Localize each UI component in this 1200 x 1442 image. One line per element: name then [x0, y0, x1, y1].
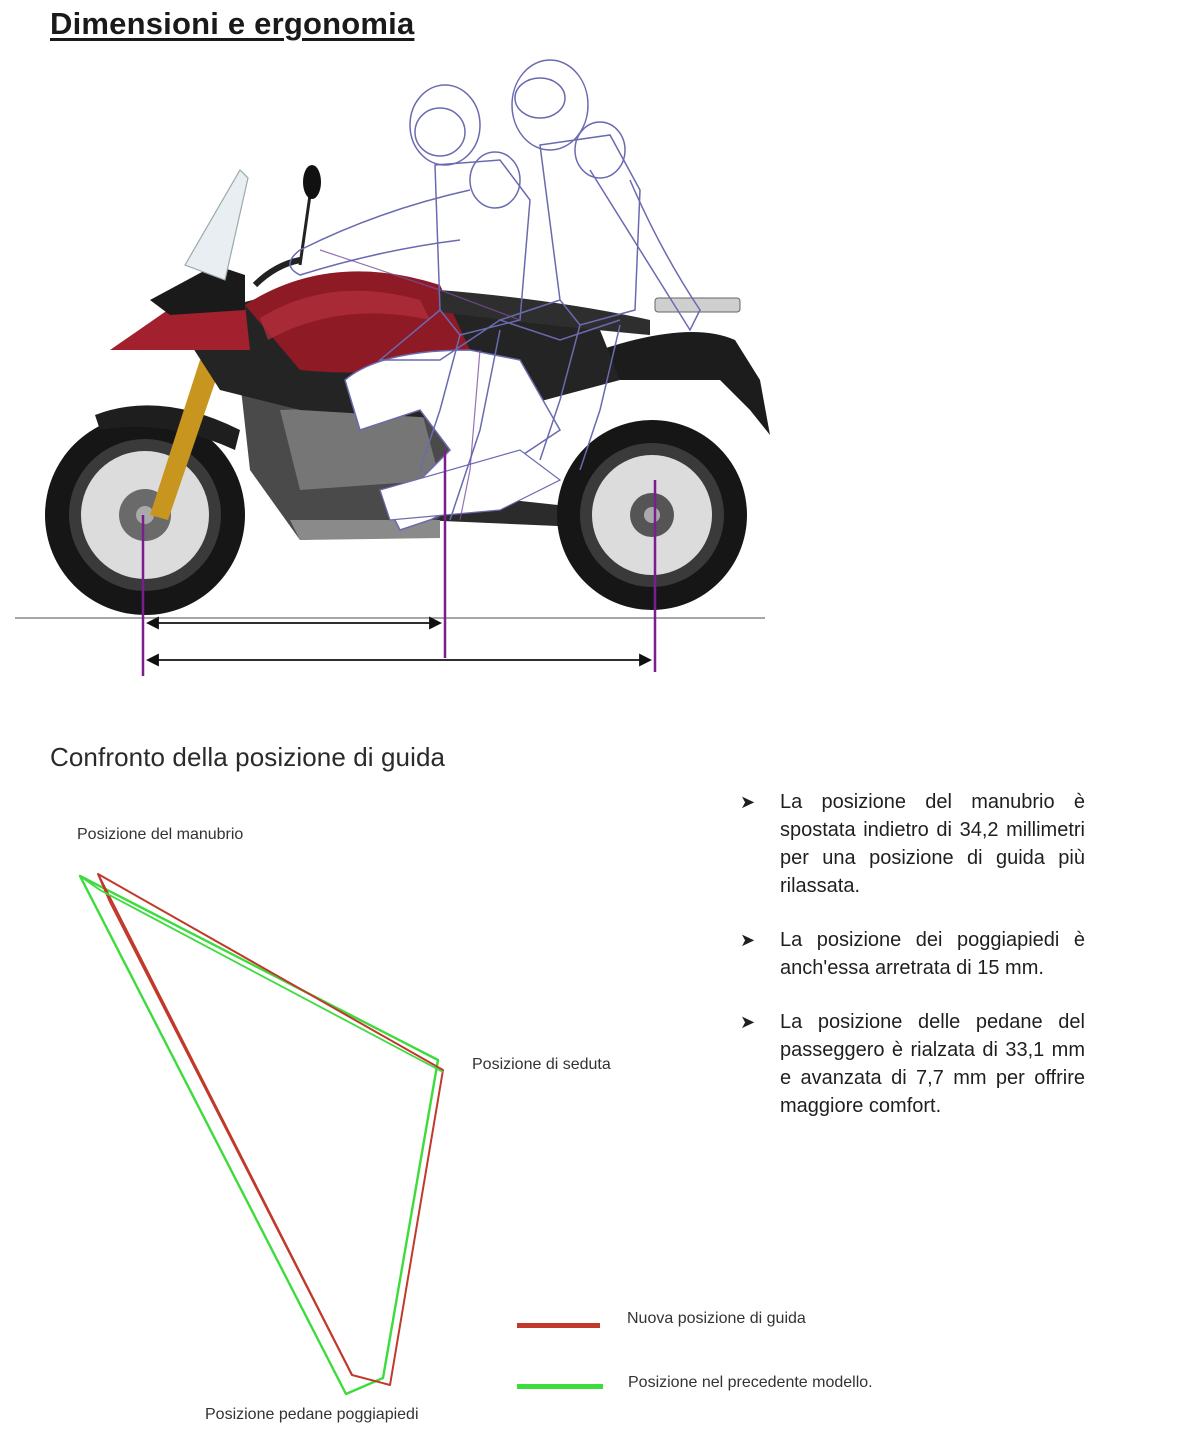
- rear-wheel: [557, 420, 747, 610]
- legend-new-swatch: [517, 1323, 600, 1328]
- motorcycle-ergonomics-figure: [0, 50, 800, 690]
- note-item: [740, 926, 1085, 982]
- legend-old-swatch: [517, 1384, 603, 1389]
- dimension-arrows: [148, 618, 650, 665]
- front-wheel: [45, 415, 245, 615]
- page-title: Dimensioni e ergonomia: [50, 6, 415, 41]
- label-seat-position: Posizione di seduta: [472, 1056, 611, 1073]
- handlebar: [255, 260, 300, 285]
- label-footpeg-position: Posizione pedane poggiapiedi: [205, 1406, 419, 1423]
- arrow-bullet-icon: ➤: [740, 1012, 756, 1032]
- note-text: La posizione dei poggiapiedi è anch'essa arretrata di 15 mm.: [780, 929, 1085, 979]
- windshield: [185, 170, 248, 280]
- arrow-bullet-icon: ➤: [740, 792, 756, 812]
- legend-new-label: Nuova posizione di guida: [627, 1310, 806, 1327]
- note-text: La posizione del manubrio è spostata indietro di 34,2 millimetri per una posizione di guida più rilassata.: [780, 791, 1085, 897]
- note-text: La posizione delle pedane del passeggero è rialzata di 33,1 mm e avanzata di 7,7 mm per offrire maggiore comfort.: [780, 1011, 1085, 1117]
- label-handlebar-position: Posizione del manubrio: [77, 826, 244, 843]
- legend-old-label: Posizione nel precedente modello.: [628, 1374, 873, 1391]
- note-item: [740, 788, 1085, 900]
- section-title: Confronto della posizione di guida: [50, 742, 446, 772]
- rear-fender: [600, 332, 770, 435]
- triangle-new-position: [98, 874, 443, 1385]
- arrow-bullet-icon: ➤: [740, 930, 756, 950]
- riding-position-triangle-diagram: [0, 790, 720, 1430]
- notes-list: [740, 788, 1085, 1146]
- mirror: [303, 165, 321, 199]
- note-item: [740, 1008, 1085, 1120]
- triangle-old-position: [80, 876, 438, 1394]
